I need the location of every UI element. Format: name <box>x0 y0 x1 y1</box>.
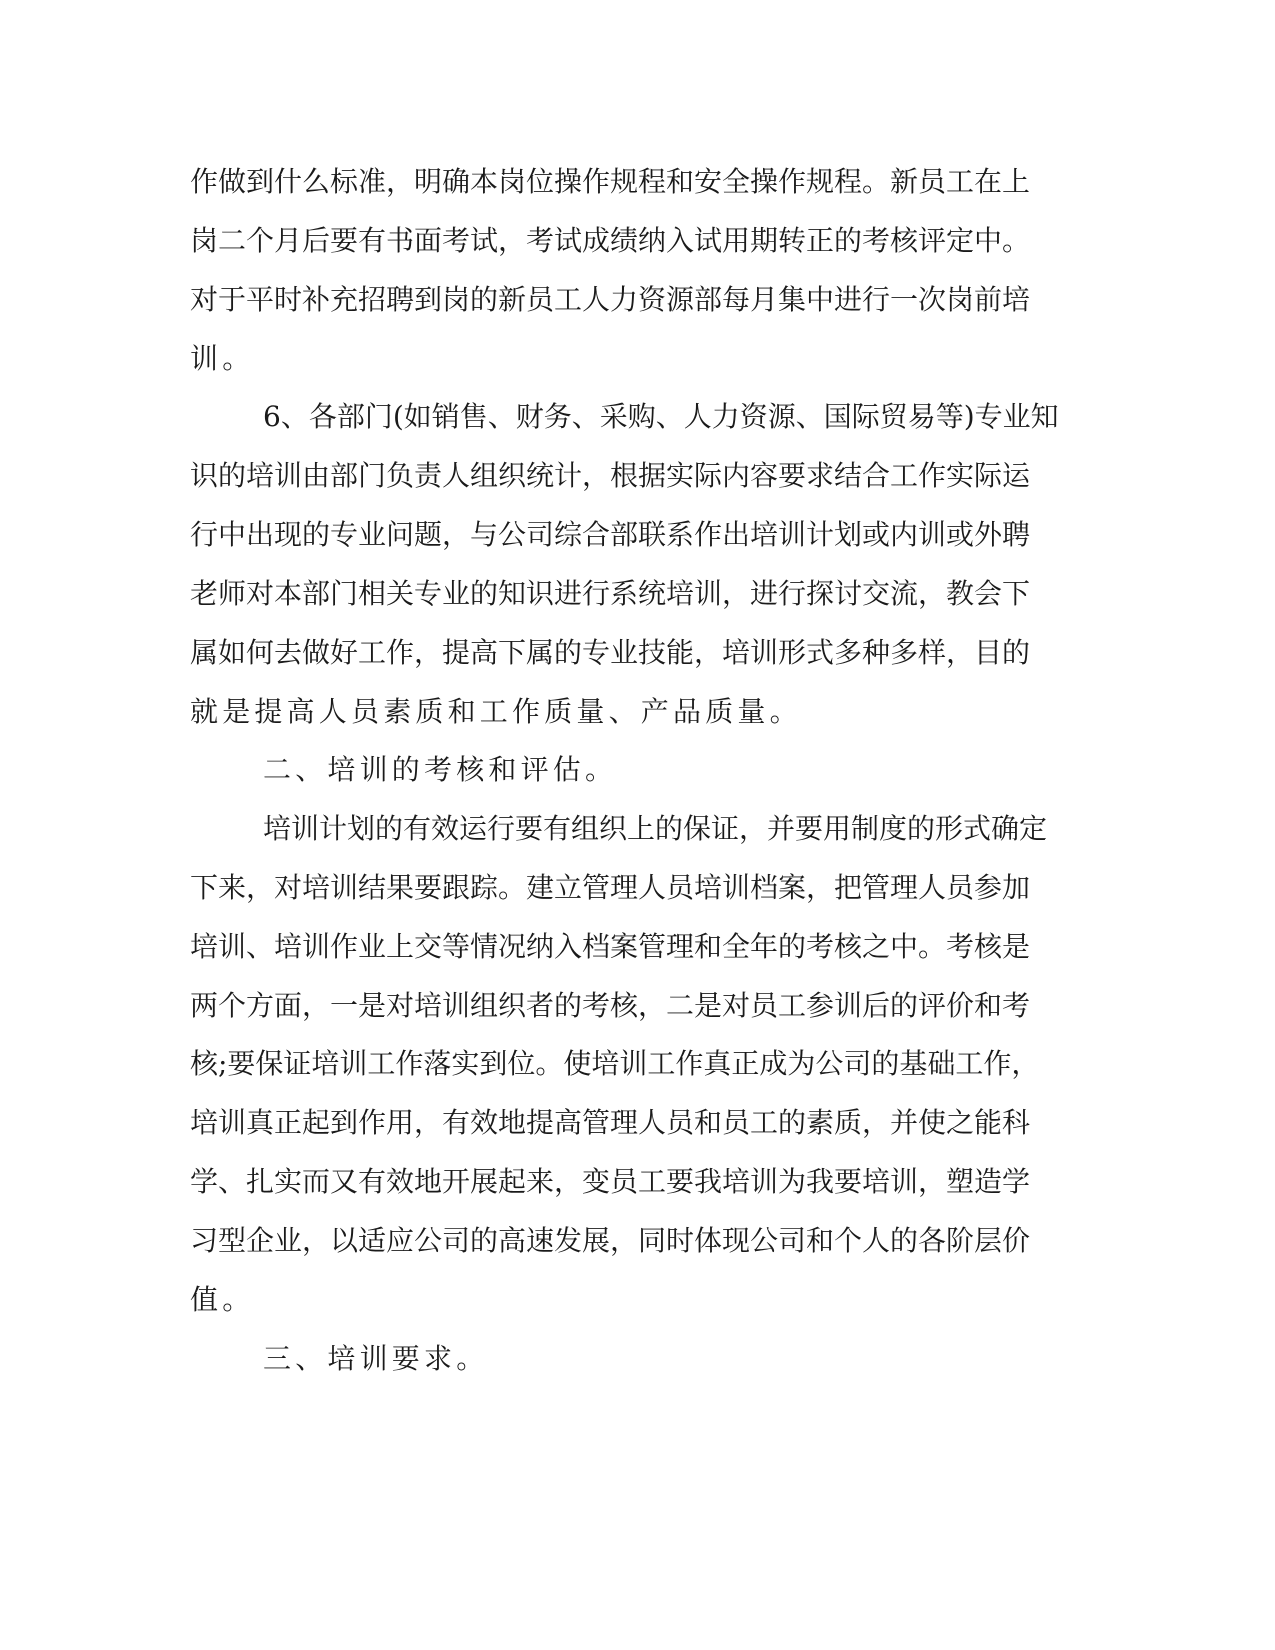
body-text-line: 老师对本部门相关专业的知识进行系统培训，进行探讨交流，教会下 <box>190 577 1031 610</box>
body-text-line: 培训计划的有效运行要有组织上的保证，并要用制度的形式确定 <box>263 812 1048 845</box>
body-text-line: 就是提高人员素质和工作质量、产品质量。 <box>190 695 802 728</box>
body-text-line: 值。 <box>190 1283 255 1316</box>
body-text-line: 行中出现的专业问题，与公司综合部联系作出培训计划或内训或外聘 <box>190 518 1031 551</box>
section-heading-3: 三、培训要求。 <box>263 1342 489 1375</box>
body-text-line: 习型企业，以适应公司的高速发展，同时体现公司和个人的各阶层价 <box>190 1224 1031 1257</box>
body-text-line: 岗二个月后要有书面考试，考试成绩纳入试用期转正的考核评定中。 <box>190 224 1031 257</box>
body-text-line: 属如何去做好工作，提高下属的专业技能，培训形式多种多样，目的 <box>190 636 1031 669</box>
body-text-line: 对于平时补充招聘到岗的新员工人力资源部每月集中进行一次岗前培 <box>190 283 1031 316</box>
body-text-line: 作做到什么标准，明确本岗位操作规程和安全操作规程。新员工在上 <box>190 165 1031 198</box>
body-text-line: 下来，对培训结果要跟踪。建立管理人员培训档案，把管理人员参加 <box>190 871 1031 904</box>
body-text-line: 识的培训由部门负责人组织统计，根据实际内容要求结合工作实际运 <box>190 459 1031 492</box>
body-text-line: 核;要保证培训工作落实到位。使培训工作真正成为公司的基础工作， <box>190 1047 1040 1080</box>
body-text-line: 学、扎实而又有效地开展起来，变员工要我培训为我要培训，塑造学 <box>190 1165 1031 1198</box>
body-text-line: 两个方面，一是对培训组织者的考核，二是对员工参训后的评价和考 <box>190 989 1031 1022</box>
body-text-line: 培训、培训作业上交等情况纳入档案管理和全年的考核之中。考核是 <box>190 930 1031 963</box>
body-text-line: 培训真正起到作用，有效地提高管理人员和员工的素质，并使之能科 <box>190 1106 1031 1139</box>
paragraph-6-line: 6、各部门(如销售、财务、采购、人力资源、国际贸易等)专业知 <box>263 400 1059 433</box>
body-text-line: 训。 <box>190 342 255 375</box>
section-heading-2: 二、培训的考核和评估。 <box>263 753 618 786</box>
